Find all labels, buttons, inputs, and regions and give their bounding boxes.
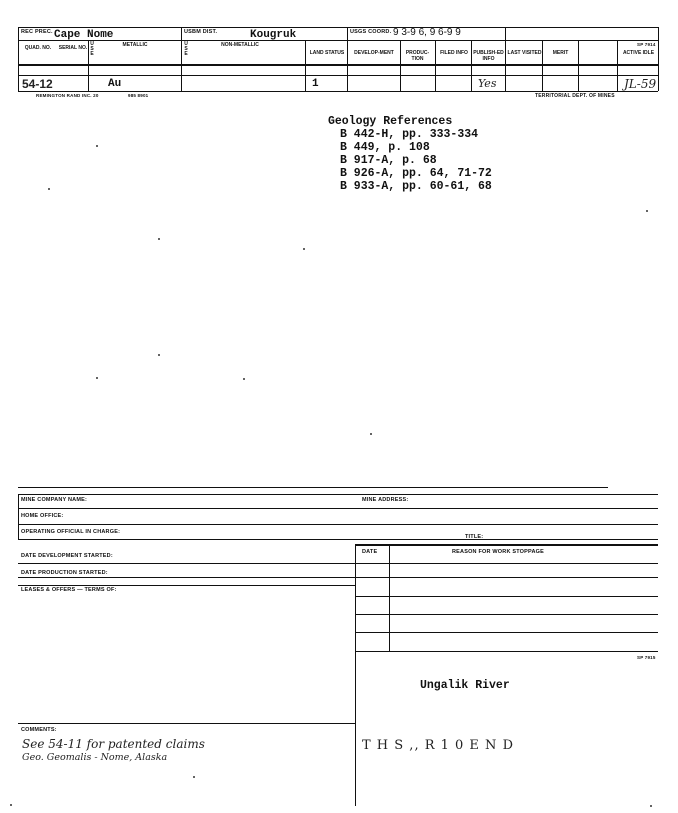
comments-label: COMMENTS: (21, 727, 57, 733)
usgs-coord-value: 9 3-9 6, 9 6-9 9 (393, 27, 461, 38)
geology-ref: B 926-A, pp. 64, 71-72 (340, 167, 492, 180)
header-top-rule (18, 27, 658, 28)
speck (158, 238, 160, 240)
col-quad-no: QUAD. NO. (24, 45, 52, 51)
date-column-label: DATE (362, 549, 378, 555)
lower-rule (18, 563, 658, 564)
lower-rule (18, 524, 658, 525)
title-label: TITLE: (465, 534, 484, 540)
mine-company-name-label: MINE COMPANY NAME: (21, 497, 88, 503)
imprint-codes: 985 8901 (128, 93, 149, 98)
geology-ref: B 933-A, pp. 60-61, 68 (340, 180, 492, 193)
lower-rule (18, 508, 658, 509)
lower-rule-right (355, 544, 658, 546)
speck (193, 776, 195, 778)
speck (48, 188, 50, 190)
header-vline (400, 40, 401, 91)
header-vline (542, 40, 543, 91)
header-mid-rule (18, 40, 658, 41)
col-merit: MERIT (552, 50, 569, 56)
usbm-dist-value: Kougruk (250, 29, 297, 41)
header-vline (658, 27, 659, 91)
mine-address-label: MINE ADDRESS: (362, 497, 409, 503)
geology-ref: B 917-A, p. 68 (340, 154, 437, 167)
active-idle-value: JL-59 (624, 77, 657, 91)
comment-line-2: Geo. Geomalis - Nome, Alaska (22, 752, 168, 763)
geology-ref: B 442-H, pp. 333-334 (340, 128, 479, 141)
speck (646, 210, 648, 212)
col-development: DEVELOP-MENT (354, 50, 394, 56)
rec-prec-label: REC PREC. (21, 29, 53, 35)
col-published-info: PUBLISH-ED INFO (473, 50, 504, 62)
speck (158, 354, 160, 356)
header-bottom-rule (18, 64, 658, 66)
quad-serial-value: 54-12 (22, 77, 53, 91)
col-use-metallic: U S E (90, 41, 94, 57)
speck (96, 145, 98, 147)
header-vline (505, 27, 506, 91)
speck (96, 377, 98, 379)
lower-faint-rule (18, 487, 608, 488)
published-info-value: Yes (478, 77, 497, 90)
date-dev-started-label: DATE DEVELOPMENT STARTED: (21, 553, 113, 559)
rec-prec-value: Cape Nome (54, 29, 114, 41)
col-active-idle: ACTIVE IDLE (622, 50, 655, 56)
header-vline (435, 40, 436, 91)
col-use-nonmetallic: U S E (184, 41, 188, 57)
header-vline (578, 40, 579, 91)
territorial-dept: TERRITORIAL DEPT. OF MINES (535, 93, 615, 99)
speck (650, 805, 652, 807)
form-number-top: SP 7914 (637, 42, 656, 47)
header-vline (347, 27, 348, 91)
lower-rule (18, 539, 658, 540)
lower-rule-right (355, 651, 658, 652)
home-office-label: HOME OFFICE: (21, 513, 64, 519)
operating-official-label: OPERATING OFFICIAL IN CHARGE: (21, 529, 121, 535)
land-status-value: 1 (312, 78, 319, 90)
reason-work-stoppage-label: REASON FOR WORK STOPPAGE (452, 549, 544, 555)
lower-rule-right (355, 614, 658, 615)
date-prod-started-label: DATE PRODUCTION STARTED: (21, 570, 108, 576)
lower-rule (18, 494, 658, 495)
header-vline (471, 40, 472, 91)
lower-rule-right (355, 632, 658, 633)
geology-ref: B 449, p. 108 (340, 141, 430, 154)
comments-rule (18, 723, 355, 724)
col-production: PRODUC-TION (405, 50, 430, 62)
lower-rule (18, 577, 658, 578)
speck (370, 433, 372, 435)
form-number-bottom: SP 7915 (637, 655, 656, 660)
lower-rule-left (18, 585, 355, 586)
header-vline (18, 27, 19, 91)
metallic-value: Au (108, 78, 122, 90)
col-nonmetallic: NON-METALLIC (221, 42, 259, 48)
col-metallic: METALLIC (122, 42, 148, 48)
speck (10, 804, 12, 806)
geology-title: Geology References (328, 115, 453, 128)
imprint-left: REMINGTON RAND INC. 20 (36, 93, 99, 98)
lower-rule-right (355, 596, 658, 597)
speck (303, 248, 305, 250)
col-filed-info: FILED INFO (440, 50, 468, 56)
lower-vline (389, 544, 390, 651)
header-vline (181, 27, 182, 91)
usbm-dist-label: USBM DIST. (184, 29, 218, 35)
location-name: Ungalik River (420, 679, 510, 692)
usgs-coord-label: USGS COORD. (350, 29, 392, 35)
lower-vline (355, 544, 356, 806)
header-value-rule (18, 75, 658, 76)
col-last-visited: LAST VISITED (507, 50, 542, 56)
speck (243, 378, 245, 380)
township-range: T H S ,, R 1 0 E N D (362, 738, 514, 753)
lower-vline (18, 494, 19, 539)
header-vline (617, 40, 618, 91)
col-serial-no: SERIAL NO. (58, 45, 88, 51)
header-vline (305, 40, 306, 91)
header-base-rule (18, 91, 658, 92)
leases-offers-label: LEASES & OFFERS — TERMS OF: (21, 587, 117, 593)
col-land-status: LAND STATUS (309, 50, 345, 56)
comment-line-1: See 54-11 for patented claims (22, 737, 205, 751)
